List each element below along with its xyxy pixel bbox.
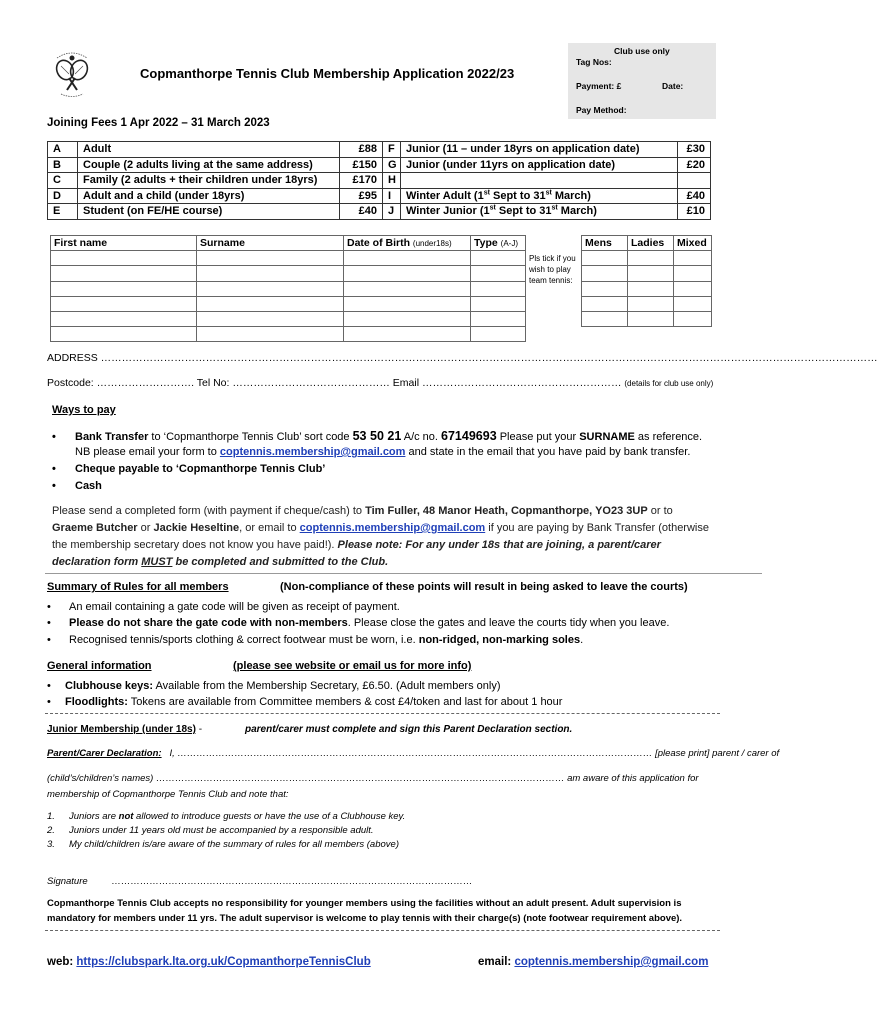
- junior-rule: 3. My child/children is/are aware of the summary of rules for all members (above): [47, 839, 399, 850]
- account-number: 67149693: [441, 429, 497, 443]
- rules-heading: [47, 581, 229, 593]
- bullet-icon: •: [47, 601, 51, 613]
- bank-transfer-nb: NB please email your form to coptennis.membership@gmail.com and state in the email that you have paid by bank transfer.: [75, 446, 691, 458]
- member-entry-row: [51, 296, 526, 311]
- fee-amount: £30: [678, 142, 711, 158]
- bullet-icon: •: [47, 617, 51, 629]
- ladies-checkbox[interactable]: [628, 281, 674, 296]
- type-cell[interactable]: [471, 311, 526, 326]
- fee-row: [48, 188, 711, 204]
- fee-amount: £88: [340, 142, 383, 158]
- fee-letter: B: [48, 157, 78, 173]
- surname-cell[interactable]: [197, 266, 344, 281]
- fee-letter: I: [383, 188, 401, 204]
- divider: [45, 713, 720, 714]
- address-field[interactable]: ADDRESS ……………………………………………………………………………………………………………………………………………………………………………………………………: [47, 352, 878, 364]
- footer-email: email: coptennis.membership@gmail.com: [478, 956, 709, 968]
- surname-cell[interactable]: [197, 296, 344, 311]
- team-row: [582, 296, 712, 311]
- sort-code: 53 50 21: [352, 429, 402, 443]
- first-name-cell[interactable]: [51, 327, 197, 342]
- membership-line: membership of Copmanthorpe Tennis Club and note that:: [47, 789, 289, 800]
- type-cell[interactable]: [471, 266, 526, 281]
- team-row: [582, 281, 712, 296]
- surname-cell[interactable]: [197, 327, 344, 342]
- fees-table: [47, 141, 711, 220]
- fee-letter: G: [383, 157, 401, 173]
- disclaimer-line1: Copmanthorpe Tennis Club accepts no responsibility for younger members using the facilities without an adult present. Adult supervision is: [47, 898, 682, 909]
- ladies-checkbox[interactable]: [628, 311, 674, 326]
- junior-heading: Junior Membership (under 18s) -: [47, 724, 203, 735]
- members-header-row: [51, 236, 526, 251]
- type-header: Type (A-J): [471, 236, 526, 251]
- mixed-checkbox[interactable]: [674, 251, 712, 266]
- fee-letter: E: [48, 204, 78, 220]
- mixed-checkbox[interactable]: [674, 311, 712, 326]
- team-row: [582, 251, 712, 266]
- website-link[interactable]: https://clubspark.lta.org.uk/CopmanthorpeTennisClub: [76, 956, 371, 968]
- member-entry-row: [51, 311, 526, 326]
- mens-checkbox[interactable]: [582, 251, 628, 266]
- general-item: • Floodlights: Tokens are available from Committee members & cost £4/token and last for about 1 hour: [47, 696, 563, 708]
- fee-description: Adult: [78, 142, 340, 158]
- fee-amount: £40: [340, 204, 383, 220]
- fee-description: Adult and a child (under 18yrs): [78, 188, 340, 204]
- tag-nos-label: Tag Nos:: [576, 57, 612, 67]
- fee-letter: A: [48, 142, 78, 158]
- rule-item: • Recognised tennis/sports clothing & correct footwear must be worn, i.e. non-ridged, non-marking soles.: [47, 634, 584, 646]
- type-cell[interactable]: [471, 251, 526, 266]
- fee-amount: £10: [678, 204, 711, 220]
- type-cell[interactable]: [471, 327, 526, 342]
- contact-fields[interactable]: [47, 377, 713, 389]
- fee-description: Junior (under 11yrs on application date): [401, 157, 678, 173]
- dob-cell[interactable]: [344, 296, 471, 311]
- send-paragraph-line1: Please send a completed form (with payment if cheque/cash) to Tim Fuller, 48 Manor Heath, Copmanthorpe, YO23 3UP or to: [52, 505, 673, 517]
- general-subtitle: (please see website or email us for more info): [233, 660, 472, 672]
- first-name-cell[interactable]: [51, 266, 197, 281]
- fee-letter: C: [48, 173, 78, 189]
- details-note: (details for club use only): [624, 379, 714, 388]
- dob-header: Date of Birth (under18s): [344, 236, 471, 251]
- team-tennis-note: Pls tick if you wish to play team tennis:: [529, 254, 576, 285]
- bullet-icon: •: [47, 696, 51, 708]
- ladies-checkbox[interactable]: [628, 251, 674, 266]
- signature-field[interactable]: ……………………………………………………………………………………………………: [111, 876, 473, 887]
- members-table: [50, 235, 526, 342]
- pay-method-label: Pay Method:: [576, 105, 627, 115]
- payment-label: Payment: £: [576, 81, 622, 91]
- mens-checkbox[interactable]: [582, 281, 628, 296]
- first-name-cell[interactable]: [51, 311, 197, 326]
- mixed-header: Mixed: [674, 236, 712, 251]
- cheque-item: • Cheque payable to ‘Copmanthorpe Tennis Club’: [52, 463, 326, 475]
- signature-label: Signature: [47, 876, 88, 887]
- general-title: General information: [47, 660, 152, 672]
- mixed-checkbox[interactable]: [674, 296, 712, 311]
- ways-to-pay-title: Ways to pay: [52, 404, 116, 416]
- bullet-icon: •: [52, 431, 56, 443]
- club-use-heading: Club use only: [614, 46, 670, 56]
- email-link[interactable]: coptennis.membership@gmail.com: [219, 446, 406, 458]
- member-entry-row: [51, 251, 526, 266]
- first-name-cell[interactable]: [51, 281, 197, 296]
- fee-row: [48, 173, 711, 189]
- member-entry-row: [51, 281, 526, 296]
- surname-cell[interactable]: [197, 251, 344, 266]
- type-cell[interactable]: [471, 281, 526, 296]
- team-row: [582, 266, 712, 281]
- rule-item: • Please do not share the gate code with non-members. Please close the gates and leave the courts tidy when you leave.: [47, 617, 670, 629]
- fee-amount: £20: [678, 157, 711, 173]
- fee-description: Winter Adult (1st Sept to 31st March): [401, 188, 678, 204]
- fee-letter: J: [383, 204, 401, 220]
- junior-rule: 1. Juniors are not allowed to introduce guests or have the use of a Clubhouse key.: [47, 811, 406, 822]
- fee-row: [48, 204, 711, 220]
- cash-item: • Cash: [52, 480, 102, 492]
- member-entry-row: [51, 327, 526, 342]
- fee-description: Student (on FE/HE course): [78, 204, 340, 220]
- ladies-checkbox[interactable]: [628, 296, 674, 311]
- mens-header: Mens: [582, 236, 628, 251]
- divider: [45, 573, 762, 574]
- type-cell[interactable]: [471, 296, 526, 311]
- bullet-icon: •: [47, 680, 51, 692]
- fee-amount: £150: [340, 157, 383, 173]
- postcode-tel-email-line[interactable]: Postcode: ………………………. Tel No: ……………………………………… Email …………………………………………………: [47, 377, 622, 389]
- signature-line[interactable]: [47, 876, 472, 887]
- team-tennis-table: [581, 235, 712, 327]
- mens-checkbox[interactable]: [582, 266, 628, 281]
- divider: [45, 930, 720, 931]
- dob-cell[interactable]: [344, 281, 471, 296]
- fee-description: Junior (11 – under 18yrs on application date): [401, 142, 678, 158]
- team-header-row: [582, 236, 712, 251]
- rules-subtitle: (Non-compliance of these points will result in being asked to leave the courts): [280, 581, 688, 593]
- rule-item: • An email containing a gate code will be given as receipt of payment.: [47, 601, 400, 613]
- mens-checkbox[interactable]: [582, 311, 628, 326]
- send-paragraph-line3: the membership secretary does not know you have paid!). Please note: For any under 18s that are joining, a parent/carer: [52, 539, 661, 551]
- joining-fees-title: Joining Fees 1 Apr 2022 – 31 March 2023: [47, 117, 270, 129]
- dob-cell[interactable]: [344, 311, 471, 326]
- dob-cell[interactable]: [344, 266, 471, 281]
- fee-description: [401, 173, 678, 189]
- fee-amount: £170: [340, 173, 383, 189]
- junior-note: parent/carer must complete and sign this Parent Declaration section.: [245, 724, 573, 735]
- team-row: [582, 311, 712, 326]
- form-title: Copmanthorpe Tennis Club Membership Application 2022/23: [140, 66, 515, 81]
- dob-cell[interactable]: [344, 251, 471, 266]
- surname-cell[interactable]: [197, 281, 344, 296]
- fee-amount: £40: [678, 188, 711, 204]
- fee-letter: H: [383, 173, 401, 189]
- fee-letter: D: [48, 188, 78, 204]
- surname-header: Surname: [197, 236, 344, 251]
- send-paragraph-line4: declaration form MUST be completed and submitted to the Club.: [52, 556, 389, 568]
- first-name-header: First name: [51, 236, 197, 251]
- fee-amount: £95: [340, 188, 383, 204]
- fee-amount: [678, 173, 711, 189]
- declaration-label: Parent/Carer Declaration:: [47, 748, 162, 759]
- first-name-cell[interactable]: [51, 251, 197, 266]
- bank-transfer-item: • Bank Transfer to ‘Copmanthorpe Tennis Club’ sort code 53 50 21 A/c no. 67149693 Please put your SURNAME as reference.: [52, 429, 703, 443]
- ladies-header: Ladies: [628, 236, 674, 251]
- mixed-checkbox[interactable]: [674, 281, 712, 296]
- ladies-checkbox[interactable]: [628, 266, 674, 281]
- general-item: • Clubhouse keys: Available from the Membership Secretary, £6.50. (Adult members only): [47, 680, 501, 692]
- mixed-checkbox[interactable]: [674, 266, 712, 281]
- footer-web: web: https://clubspark.lta.org.uk/CopmanthorpeTennisClub: [47, 956, 371, 968]
- surname-cell[interactable]: [197, 311, 344, 326]
- first-name-cell[interactable]: [51, 296, 197, 311]
- rules-title: Summary of Rules for all members: [47, 581, 229, 593]
- bullet-icon: •: [47, 634, 51, 646]
- dob-cell[interactable]: [344, 327, 471, 342]
- declaration-line[interactable]: Parent/Carer Declaration: I, …………………………………………………………………………………………………………………………………… [please print] parent / carer of: [47, 748, 780, 759]
- footer-email-link[interactable]: coptennis.membership@gmail.com: [514, 956, 709, 968]
- bullet-icon: •: [52, 480, 56, 492]
- member-entry-row: [51, 266, 526, 281]
- date-label: Date:: [662, 81, 684, 91]
- club-logo: [47, 46, 97, 100]
- fee-description: Winter Junior (1st Sept to 31st March): [401, 204, 678, 220]
- send-paragraph-line2: Graeme Butcher or Jackie Heseltine, or email to coptennis.membership@gmail.com if you are paying by Bank Transfer (otherwise: [52, 522, 709, 534]
- fee-description: Family (2 adults + their children under 18yrs): [78, 173, 340, 189]
- bullet-icon: •: [52, 463, 56, 475]
- disclaimer-line2: mandatory for members under 11 yrs. The adult supervisor is welcome to play tennis with their charge(s) (note footwear requirement above).: [47, 913, 683, 924]
- fee-row: [48, 142, 711, 158]
- children-names-line[interactable]: (child’s/children’s names) ………………………………………………………………………………………………………………… am aware of this application for: [47, 773, 699, 784]
- email-link[interactable]: coptennis.membership@gmail.com: [299, 522, 486, 534]
- junior-rule: 2. Juniors under 11 years old must be accompanied by a responsible adult.: [47, 825, 374, 836]
- mens-checkbox[interactable]: [582, 296, 628, 311]
- club-use-box: [568, 43, 716, 119]
- fee-row: [48, 157, 711, 173]
- fee-letter: F: [383, 142, 401, 158]
- fee-description: Couple (2 adults living at the same address): [78, 157, 340, 173]
